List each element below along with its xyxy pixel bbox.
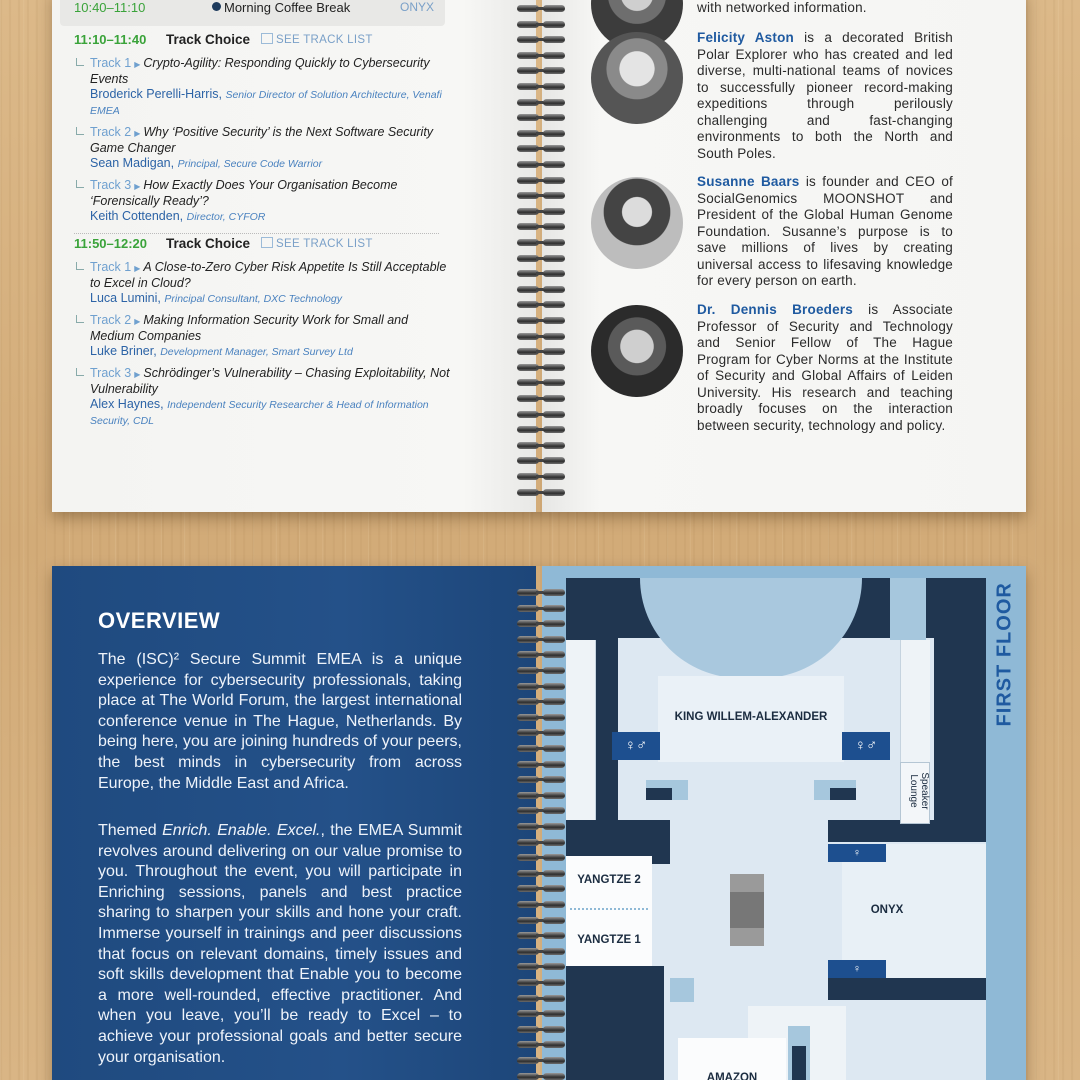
track-item: Track 3 ▶ Schrödinger’s Vulnerability – Chasing Exploitability, Not Vulnerability Alex Haynes, Independent Security Researcher & Head of Information Security, CDL bbox=[74, 366, 454, 429]
track-label: Track 2 bbox=[90, 313, 132, 327]
spiral-ring bbox=[514, 66, 568, 75]
spiral-ring bbox=[514, 254, 568, 263]
floor-label: FIRST FLOOR bbox=[993, 582, 1016, 727]
speaker-photo bbox=[591, 32, 683, 124]
spiral-ring bbox=[514, 222, 568, 231]
spiral-ring bbox=[514, 713, 568, 722]
spiral-ring bbox=[514, 144, 568, 153]
spiral-ring bbox=[514, 191, 568, 200]
talk-title: Why ‘Positive Security’ is the Next Software Security Game Changer bbox=[90, 125, 434, 155]
coffee-cup-icon bbox=[212, 2, 221, 11]
room-king-willem-alexander: KING WILLEM-ALEXANDER bbox=[674, 711, 828, 723]
speaker-bio bbox=[697, 30, 953, 162]
overview-paragraph-1: The (ISC)² Secure Summit EMEA is a unique experience for cybersecurity professionals, taking place at The World Forum, the largest international conference venue in The Hague, Netherlands. By being here, you are joining hundreds of your peers, the best minds in cybersecurity from across Europe, the Middle East and Africa. bbox=[98, 651, 462, 792]
spiral-ring bbox=[514, 488, 568, 497]
room-yangtze-2: YANGTZE 2 bbox=[577, 874, 641, 886]
room-yangtze-1: YANGTZE 1 bbox=[577, 934, 641, 946]
speaker-name: Luca Lumini, bbox=[90, 291, 161, 305]
spiral-ring bbox=[514, 916, 568, 925]
coffee-time: 10:40–11:10 bbox=[74, 0, 146, 15]
spiral-ring bbox=[514, 947, 568, 956]
track-label: Track 2 bbox=[90, 125, 132, 139]
spiral-ring bbox=[514, 650, 568, 659]
spiral-ring bbox=[514, 682, 568, 691]
spiral-ring bbox=[514, 285, 568, 294]
track-item: Track 3 ▶ How Exactly Does Your Organisation Become ‘Forensically Ready’? Keith Cottenden, Director, CYFOR bbox=[74, 178, 454, 225]
spiral-ring bbox=[514, 238, 568, 247]
track-item: Track 1 ▶ Crypto-Agility: Responding Quickly to Cybersecurity Events Broderick Perelli-Harris, Senior Director of Solution Architecture, Venafi EMEA bbox=[74, 56, 454, 119]
speaker-name: Luke Briner, bbox=[90, 344, 157, 358]
spiral-binding-top bbox=[514, 0, 568, 490]
spiral-ring bbox=[514, 378, 568, 387]
spiral-ring bbox=[514, 441, 568, 450]
speaker-photo bbox=[591, 177, 683, 269]
speaker-role: Principal, Secure Code Warrior bbox=[177, 158, 323, 170]
spiral-ring bbox=[514, 760, 568, 769]
spiral-ring bbox=[514, 160, 568, 169]
talk-title: A Close-to-Zero Cyber Risk Appetite Is Still Acceptable to Excel in Cloud? bbox=[90, 260, 447, 290]
spiral-ring bbox=[514, 869, 568, 878]
spiral-ring bbox=[514, 744, 568, 753]
spiral-ring bbox=[514, 884, 568, 893]
spiral-ring bbox=[514, 791, 568, 800]
see-track-list-link[interactable]: SEE TRACK LIST bbox=[261, 33, 373, 46]
spiral-ring bbox=[514, 931, 568, 940]
talk-title: Schrödinger’s Vulnerability – Chasing Exploitability, Not Vulnerability bbox=[90, 366, 450, 396]
spiral-ring bbox=[514, 300, 568, 309]
speaker-role: Director, CYFOR bbox=[186, 211, 266, 223]
track-item: Track 2 ▶ Making Information Security Work for Small and Medium Companies Luke Briner, Development Manager, Smart Survey Ltd bbox=[74, 313, 454, 360]
spiral-ring bbox=[514, 806, 568, 815]
floor-map bbox=[566, 578, 986, 1080]
speaker-photo bbox=[591, 305, 683, 397]
divider bbox=[74, 233, 439, 234]
overview-page bbox=[52, 566, 536, 1080]
spiral-ring bbox=[514, 588, 568, 597]
spiral-ring bbox=[514, 994, 568, 1003]
overview-title: OVERVIEW bbox=[98, 608, 221, 633]
spiral-ring bbox=[514, 822, 568, 831]
spiral-ring bbox=[514, 697, 568, 706]
speaker-bio bbox=[697, 174, 953, 290]
talk-title: Crypto-Agility: Responding Quickly to Cybersecurity Events bbox=[90, 56, 430, 86]
session-title: Track Choice bbox=[166, 32, 251, 47]
talk-title: How Exactly Does Your Organisation Become ‘Forensically Ready’? bbox=[90, 178, 398, 208]
room-amazon: AMAZON bbox=[706, 1072, 758, 1080]
session-time: 11:10–11:40 bbox=[74, 32, 147, 47]
spiral-ring bbox=[514, 619, 568, 628]
spiral-ring bbox=[514, 1040, 568, 1049]
spiral-ring bbox=[514, 635, 568, 644]
spiral-ring bbox=[514, 604, 568, 613]
speaker-bio-name: Susanne Baars bbox=[697, 174, 800, 189]
spiral-ring bbox=[514, 1056, 568, 1065]
restroom-icon: ♀ bbox=[828, 844, 886, 862]
spiral-ring bbox=[514, 425, 568, 434]
track-label: Track 3 bbox=[90, 366, 132, 380]
spiral-ring bbox=[514, 775, 568, 784]
spiral-ring bbox=[514, 332, 568, 341]
coffee-location: ONYX bbox=[400, 0, 435, 14]
book-icon bbox=[261, 237, 273, 248]
session-2 bbox=[74, 236, 454, 429]
track-item: Track 1 ▶ A Close-to-Zero Cyber Risk Appetite Is Still Acceptable to Excel in Cloud? Luca Lumini, Principal Consultant, DXC Technology bbox=[74, 260, 454, 307]
session-time: 11:50–12:20 bbox=[74, 236, 148, 251]
spiral-ring bbox=[514, 20, 568, 29]
spiral-ring bbox=[514, 728, 568, 737]
speaker-bio-text: is founder and CEO of SocialGenomics MOONSHOT and President of the Global Human Genome Foundation. Susanne’s purpose is to save millions of lives by creating universal access to lifesaving knowledge for every person on earth. bbox=[697, 174, 953, 288]
spiral-ring bbox=[514, 207, 568, 216]
speaker-bio bbox=[697, 302, 953, 434]
speaker-role: Senior Director of Solution Architecture, Venafi EMEA bbox=[90, 89, 442, 117]
spiral-ring bbox=[514, 98, 568, 107]
spiral-ring bbox=[514, 35, 568, 44]
room-speaker-lounge: Speaker Lounge bbox=[908, 772, 930, 810]
speaker-name: Keith Cottenden, bbox=[90, 209, 184, 223]
restroom-icon: ♀♂ bbox=[842, 732, 890, 760]
spiral-ring bbox=[514, 51, 568, 60]
session-title: Track Choice bbox=[166, 236, 251, 251]
bio-fragment: with networked information. bbox=[697, 0, 867, 15]
spiral-ring bbox=[514, 269, 568, 278]
spiral-ring bbox=[514, 394, 568, 403]
spiral-ring bbox=[514, 1009, 568, 1018]
track-label: Track 3 bbox=[90, 178, 132, 192]
spiral-ring bbox=[514, 316, 568, 325]
speaker-name: Broderick Perelli-Harris, bbox=[90, 87, 222, 101]
coffee-break-row bbox=[60, 0, 445, 26]
track-item: Track 2 ▶ Why ‘Positive Security’ is the Next Software Security Game Changer Sean Madigan, Principal, Secure Code Warrior bbox=[74, 125, 454, 172]
speaker-role: Independent Security Researcher & Head of Information Security, CDL bbox=[90, 399, 429, 427]
spiral-ring bbox=[514, 472, 568, 481]
spiral-ring bbox=[514, 363, 568, 372]
spiral-binding-bottom bbox=[514, 584, 568, 1080]
spiral-ring bbox=[514, 176, 568, 185]
restroom-icon: ♀ bbox=[828, 960, 886, 978]
track-label: Track 1 bbox=[90, 56, 132, 70]
talk-title: Making Information Security Work for Small and Medium Companies bbox=[90, 313, 409, 343]
spiral-ring bbox=[514, 853, 568, 862]
spiral-ring bbox=[514, 838, 568, 847]
track-label: Track 1 bbox=[90, 260, 132, 274]
spiral-ring bbox=[514, 962, 568, 971]
room-onyx: ONYX bbox=[870, 904, 904, 916]
spiral-ring bbox=[514, 82, 568, 91]
overview-paragraph-2: Themed Enrich. Enable. Excel., the EMEA Summit revolves around delivering on our value promise to you. Throughout the event, you will participate in Enriching sessions, panels and best practice sharing to sharpen your skills and hone your craft. Immerse yourself in trainings and peer discussions that focus on relevant domains, timely issues and soft skills development that Enable you to become a more well-rounded, effective practitioner. And when you leave, you’ll be ready to Excel – to achieve your professional goals and better secure your organisation. bbox=[98, 822, 463, 1066]
speaker-name: Alex Haynes, bbox=[90, 397, 164, 411]
spiral-ring bbox=[514, 1025, 568, 1034]
spiral-ring bbox=[514, 900, 568, 909]
speaker-role: Development Manager, Smart Survey Ltd bbox=[160, 346, 353, 358]
restroom-icon: ♀♂ bbox=[612, 732, 660, 760]
speaker-bio-name: Felicity Aston bbox=[697, 30, 794, 45]
spiral-ring bbox=[514, 666, 568, 675]
speaker-name: Sean Madigan, bbox=[90, 156, 175, 170]
book-icon bbox=[261, 33, 273, 44]
see-track-list-link[interactable]: SEE TRACK LIST bbox=[261, 237, 373, 250]
spiral-ring bbox=[514, 129, 568, 138]
session-1 bbox=[74, 32, 454, 234]
speaker-bio-text: is Associate Professor of Security and Technology and Senior Fellow of The Hague Program for Cyber Norms at the Institute of Security and Global Affairs of Leiden University. His research and teaching broadly focuses on the interaction between security, technology and policy. bbox=[697, 302, 954, 433]
spiral-ring bbox=[514, 978, 568, 987]
spiral-ring bbox=[514, 410, 568, 419]
speaker-bio-text: is a decorated British Polar Explorer who has created and led diverse, multi-national teams of novices to successfully pioneer record-making expeditions through perilously challenging and fast-changing environments to both the North and South Poles. bbox=[697, 30, 953, 161]
spiral-ring bbox=[514, 113, 568, 122]
coffee-label: Morning Coffee Break bbox=[224, 0, 351, 15]
spiral-ring bbox=[514, 456, 568, 465]
spiral-ring bbox=[514, 1072, 568, 1080]
speaker-bio-name: Dr. Dennis Broeders bbox=[697, 302, 853, 317]
speaker-role: Principal Consultant, DXC Technology bbox=[164, 293, 342, 305]
spiral-ring bbox=[514, 4, 568, 13]
spiral-ring bbox=[514, 347, 568, 356]
